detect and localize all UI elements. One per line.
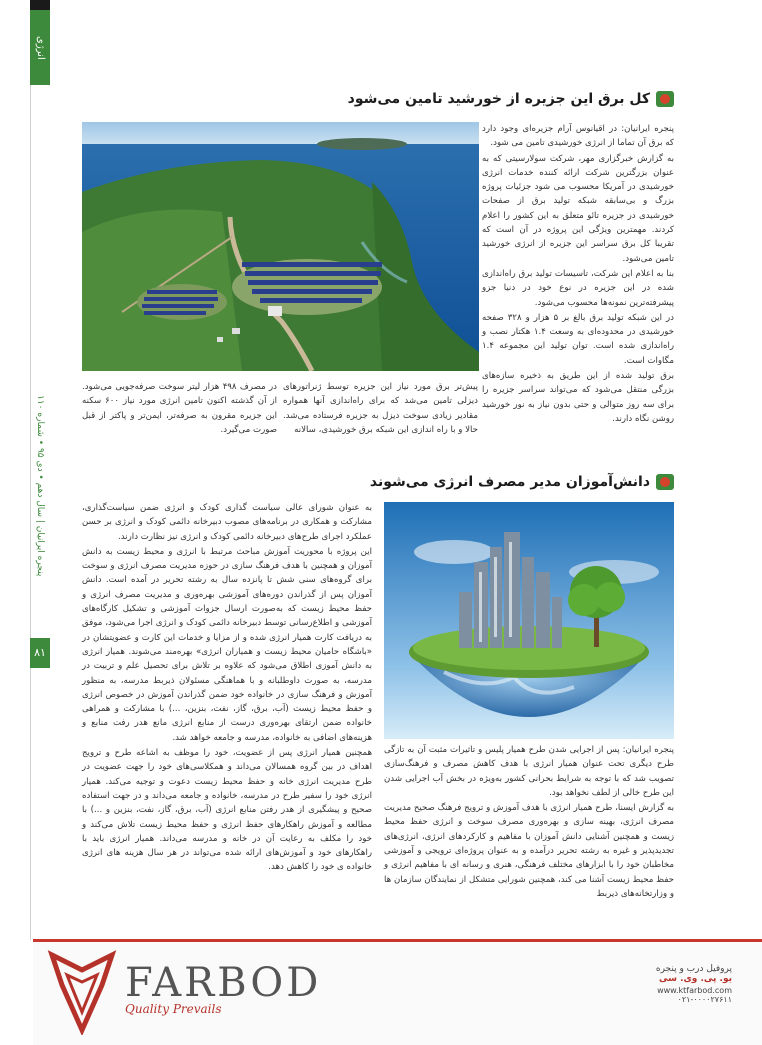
brand-tagline: Quality Prevails — [125, 1002, 222, 1016]
article2-title: دانش‌آموزان مدیر مصرف انرژی می‌شوند — [369, 474, 650, 490]
article2-paragraph: همچنین همیار انرژی پس از عضویت، خود را موظف به اشاعه طرح و ترویج اهداف در بین گروه همسالان می‌داند و همکلاسی‌های خود را جهت عضویت در طرح مدیریت انرژی خانه و حفظ محیط زیست دعوت و توجیه می‌کند. همیار انرژی خود را سفیر طرح در مدرسه، خانواده و جامعه می‌داند و در جهت استفاده صحیح و پیشگیری از هدر رفتن منابع انرژی (آب، برق، گاز، نفت، بنزین و ...) با مطالعه و آموزش راهکارهای حفظ انرژی و حفظ محیط زیست تلاش می‌کند و خود را مکلف به رعایت آن در خانه و مدرسه می‌داند. همیار انرژی باید با راهکارهای خود و آموزش‌های ارائه شده می‌تواند در هر سال هزینه های انرژی خانواده ی خود را کاهش دهد. — [82, 748, 372, 873]
article1-paragraph: بنا به اعلام این شرکت، تاسیسات تولید برق راه‌اندازی شده در این جزیره در نوع خود در دنیا جزو پیشرفته‌ترین نمونه‌ها محسوب می‌شود. — [482, 268, 674, 308]
earth-city-illustration — [384, 502, 674, 739]
ad-upvc-line: یو. پی. وی. سی — [659, 974, 732, 984]
article1-heading — [348, 91, 674, 107]
leaf-logo-icon — [656, 91, 674, 107]
article2-heading — [370, 474, 674, 490]
article2-paragraph: پنجره ایرانیان: پس از اجرایی شدن طرح همیار پلیس و تاثیرات مثبت آن به تازگی طرح دیگری تحت عنوان همیار انرژی با هدف کاهش مصرف و فرهنگ‌سازی تصویب شد که با توجه به شرایط بحرانی کشور به‌ویژه در بخش آب اجرایی شدن این طرح خالی از لطف نخواهد بود. — [384, 745, 674, 798]
leaf-logo-icon — [656, 474, 674, 490]
article1-lower-left-text: در مصرف ۴۹۸ هزار لیتر سوخت صرفه‌جویی می‌شود. از آن گذشته اکنون تامین انرژی مورد نیاز ۶۰۰ سکنه این جزیره مقرون به صرفه‌تر، ایمن‌تر و پاکتر از قبل صورت می‌گیرد. — [82, 382, 277, 435]
brand-name: FARBOD — [125, 960, 322, 1006]
solar-island-illustration — [82, 122, 479, 371]
article1-paragraph: برق تولید شده از این طریق به ذخیره سازه‌های بزرگی منتقل می‌شود که می‌تواند سراسر جزیره را برای سه روز متوالی و حتی بدون نیاز به نور خورشید روشن نگاه دارند. — [482, 371, 674, 424]
farbod-advertisement — [33, 942, 762, 1045]
article1-title: کل برق این جزیره از خورشید تامین می‌شود — [347, 91, 650, 107]
ad-contact — [622, 964, 732, 1004]
article1-paragraph: به گزارش خبرگزاری مهر، شرکت سولارسیتی که به عنوان بزرگترین شرکت ارائه کننده خدمات انرژی خورشیدی در آمریکا محسوب می شود جزئیات پروژه بزرگ و بی‌سابقه شبکه تولید برق از صفحات خورشیدی در جزیره تائو متعلق به این کشور را اعلام کردند. مهمترین ویژگی این پروژه در آن است که تقریبا کل برق سراسر این جزیره از انرژی خورشید تامین می‌شود. — [482, 153, 674, 264]
farbod-logo-icon — [47, 950, 117, 1035]
article1-lower-left — [82, 380, 277, 438]
article1-lower-middle — [283, 380, 478, 438]
ad-product-line: پروفیل درب و پنجره — [655, 964, 732, 974]
page-number: ۸۱ — [30, 638, 50, 668]
article2-paragraph: به گزارش ایسنا، طرح همیار انرژی با هدف آموزش و ترویج فرهنگ صحیح مدیریت مصرف انرژی، بهینه سازی و بهره‌وری مصرف سوخت و انرژی حفظ محیط زیست و همچنین آشنایی دانش آموزان با مفاهیم و کارکردهای انرژی، انرژی‌های تجدیدپذیر و غیره به رشته تحریر درآمده و به عنوان پروژه‌ای ترویجی و آموزشی مخاطبان خود را با ابزارهای مختلف فرهنگی، هنری و رسانه ای با مفاهیم انرژی و حفظ محیط زیست آشنا می کند، همچنین شورایی متشکل از نمایندگان سازمان ها و وزارتخانه‌های ذیربط — [384, 803, 674, 899]
ad-website: www.ktfarbod.com — [657, 986, 732, 995]
article1-paragraph: پنجره ایرانیان: در اقیانوس آرام جزیره‌ای وجود دارد که برق آن تماما از انرژی خورشیدی تامین می شود. — [482, 124, 674, 149]
earth-city-photo — [384, 502, 674, 739]
article2-paragraph: این پروژه با محوریت آموزش مباحث مرتبط با انرژی و محیط زیست به دانش آموزان و همچنین با هدف فرهنگ سازی در حوزه مدیریت مصرف انرژی و سوخت برای گروه‌های سنی شش تا پانزده سال به رشته تحریر در آمده است. دانش آموزان پس از گذراندن دوره‌های آموزشی بهره‌وری و مدیریت مصرف انرژی و حفظ محیط زیست که به‌صورت ارسال جزوات آموزشی و تشکیل کارگاه‌های آموزشی و اطلاع‌رسانی توسط دبیرخانه دائمی کودک و انرژی اجرا می‌شود، موفق به دریافت کارت همیار انرژی شده و از مزایا و خدمات این کارت و عضویتشان در «باشگاه حامیان محیط زیست و همیاران انرژی» بهره‌مند می‌شوند. همیار انرژی به دانش آموزی اطلاق می‌شود که علاوه بر تلاش برای تحصیل علم و تربیت در مدرسه، به صورت داوطلبانه و با هماهنگی مسئولان ذیربط مدرسه، به منظور آموزش و فرهنگ سازی در خانواده خود ضمن گذراندن آموزش در خصوص انرژی و حفظ محیط زیست (آب، برق، گاز، نفت، بنزین، ...) با مشارکت و همراهی خانواده ضمن ارتقای بهره‌وری درست از منابع انرژی مانع هدر رفت منابع و هزینه‌های اضافی به خانواده، مدرسه و جامعه خواهد شد. — [82, 546, 372, 743]
ad-phone: ۰۲۱-۰۰۰۰۲۷۶۱۱ — [677, 995, 732, 1004]
article1-lower-middle-text: پیش‌تر برق مورد نیاز این جزیره توسط ژنراتورهای دیزلی تامین می‌شد که برای راه‌اندازی آنها همواره مقادیر زیادی سوخت دیزل به جزیره فرستاده می‌شد. حالا و با راه اندازی این شبکه برق خورشیدی، سالانه — [283, 382, 478, 435]
article1-paragraph: در این شبکه تولید برق بالغ بر ۵ هزار و ۳۲۸ صفحه خورشیدی در محدوده‌ای به وسعت ۱.۴ هکتار نصب و راه‌اندازی شده است. توان تولید این مجموعه ۱.۴ مگاوات است. — [482, 312, 674, 366]
article2-right-column — [384, 743, 674, 902]
issue-info: پنجره ایرانیان | سال دهم • دی ۹۵ • شماره ۱۱۰ — [35, 395, 45, 577]
section-tab: انرژی — [30, 10, 50, 85]
sidebar-black-cap — [30, 0, 50, 10]
sidebar — [0, 0, 50, 1045]
article2-left-column — [82, 501, 372, 876]
solar-island-photo — [82, 122, 479, 371]
article1-main-text — [482, 122, 674, 427]
article2-paragraph: به عنوان شورای عالی سیاست گذاری کودک و انرژی ضمن سیاست‌گذاری، مشارکت و همکاری در برنامه‌های مصوب دبیرخانه دائمی کودک و انرژی بر حسن عملکرد اجرای طرح‌های دبیرخانه دائمی کودک و انرژی نیز نظارت دارند. — [82, 503, 372, 542]
